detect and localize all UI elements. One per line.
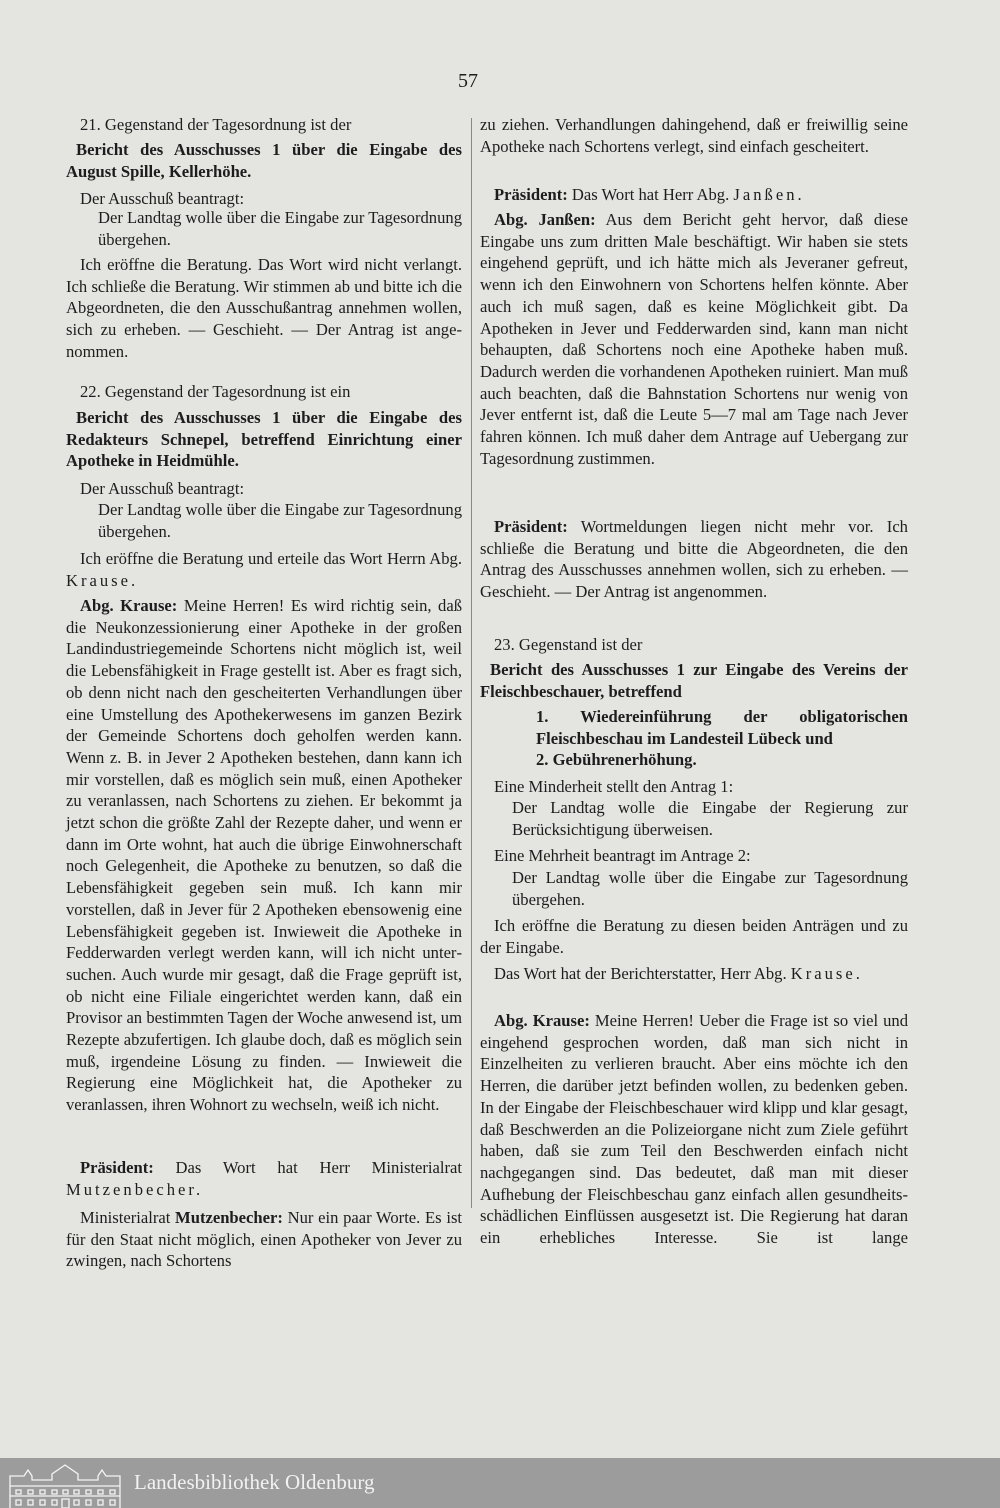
- paragraph-open-debate: Ich eröffne die Beratung zu diesen beiden Anträgen und zu der Eingabe.: [480, 916, 908, 957]
- speech-text: Nur ein paar Worte. Es ist für den Staat nicht möglich, einen Apotheker von Jever zu zwingen, nach Schortens: [66, 1208, 463, 1271]
- speaker-label: Präsident:: [80, 1158, 154, 1177]
- committee-motion-label: Der Ausschuß beantragt:: [80, 189, 245, 208]
- speaker-label: Präsident:: [494, 185, 568, 204]
- president-closing: [480, 516, 908, 603]
- majority-motion-label: Eine Mehrheit beantragt im Antrage 2:: [494, 846, 751, 865]
- report-title-23: Bericht des Ausschusses 1 zur Eingabe des Vereins der Fleischbeschauer, betreffend: [480, 660, 908, 701]
- list-item: 2. Gebührenerhöhung.: [536, 750, 697, 769]
- library-building-logo: [6, 1462, 124, 1508]
- paragraph-open-debate: [66, 548, 462, 591]
- minority-motion-label: Eine Minderheit stellt den Antrag 1:: [494, 777, 734, 796]
- speaker-name: Janßen.: [733, 185, 805, 204]
- page-number: 57: [458, 70, 478, 92]
- agenda-item-23: 23. Gegenstand ist der: [494, 635, 643, 654]
- speaker-label: Abg. Krause:: [80, 596, 178, 615]
- speech-krause-2: [480, 1010, 908, 1249]
- list-item: 1. Wiedereinführung der obligatorischen Fleischbeschau im Landesteil Lübeck und: [536, 707, 908, 748]
- speaker-label: Abg. Krause:: [494, 1011, 590, 1030]
- column-divider: [471, 118, 472, 1208]
- committee-motion: Der Landtag wolle über die Eingabe zur Tagesordnung übergehen.: [98, 208, 462, 249]
- speech-continuation: zu ziehen. Verhandlungen dahingehend, daß er freiwillig seine Apotheke nach Schortens verlegt, sind einfach gescheitert.: [480, 115, 908, 156]
- agenda-item-22: 22. Gegenstand der Tagesordnung ist ein: [80, 382, 351, 401]
- speech-krause: [66, 595, 462, 1116]
- speaker-title: Ministerialrat: [80, 1208, 171, 1227]
- speaker-name: Mutzenbecher.: [66, 1179, 204, 1199]
- agenda-item-21: 21. Gegenstand der Tagesordnung ist der: [80, 115, 352, 134]
- speech-text: Wortmeldungen liegen nicht mehr vor. Ich schließe die Beratung und bitte die Abgeordneten, die den Antrag des Ausschusses annehmen wollen, sich zu erheben. — Geschieht. — Der Antrag ist angenommen.: [480, 517, 908, 602]
- speech-mutzenbecher: [66, 1207, 462, 1272]
- president-remark: [480, 184, 908, 206]
- speech-text: Meine Herren! Ueber die Frage ist so viel und eingehend gesprochen worden, daß man sich nicht in Einzelheiten zu verlieren braucht. Aber eins möchte ich den Herren, die darüber jetzt befinden wollen, zu bedenken geben. In der Eingabe der Fleischbeschauer wird klipp und klar gesagt, daß Beschwerden an die Polizeiorgane nicht zum Ziele geführt haben, daß sie zum Teil den Beschwerden einfach nicht nachgegangen sind. Das bedeutet, daß man mit dieser Aufhebung der Fleischbeschau ganz einfach allen gesundheitsschädlichen Einflüssen ausgesetzt ist. Die Regierung hat daran ein erhebliches Interesse. Sie ist lange: [480, 1011, 909, 1248]
- committee-motion: Der Landtag wolle über die Eingabe zur Tagesordnung übergehen.: [98, 500, 462, 541]
- library-name: Landesbibliothek Oldenburg: [134, 1470, 375, 1494]
- speaker-label: Präsident:: [494, 517, 568, 536]
- speech-text: Meine Herren! Es wird richtig sein, daß die Neukonzessionierung einer Apotheke in der großen Landindustriegemeinde Schortens nicht möglich ist, weil die Lebensfähigkeit in Frage gestellt ist. Aber es fragt sich, ob denn nicht nach den gescheiterten Verhandlungen über eine Umstellung des Apothekerwesens im ganzen Bezirk der Gemeinde Schortens doch geholfen werden kann. Wenn z. B. in Jever 2 Apotheken bestehen, dann kann ich mir vorstellen, daß es möglich sein muß, einen Apotheker zu veranlassen, nach Schortens zu ziehen. Er bekommt ja jetzt schon die größte Zahl der Rezepte daher, und wenn er dann im Orte wohnt, hat auch die übrige Einwohnerschaft noch Gelegenheit, die Apotheke zu benutzen, so daß die Lebensfähigkeit gegeben sein muß. Ich kann mir vorstellen, daß in Jever für 2 Apotheken ebensowenig eine Lebensfähigkeit gegeben ist. Inwieweit die Apotheke in Fedderwarden verlegt werden kann, will ich nicht untersuchen. Auch wurde mir gesagt, daß die Frage geprüft ist, ob nicht eine Filiale eingerichtet werden kann, daß ein Provisor an bestimmten Tagen der Woche anwesend ist, um Rezepte abzufertigen. Ich glaube doch, daß es möglich sein muß, irgendeine Lösung zu finden. — Inwieweit die Regierung eine Möglichkeit hat, die Apotheker zu veranlassen, ihren Wohnort zu wechseln, weiß ich nicht.: [66, 596, 462, 1115]
- report-title-22: Bericht des Ausschusses 1 über die Eingabe des Redakteurs Schnepel, betreffend Einrichtung einer Apotheke in Heidmühle.: [66, 408, 462, 471]
- speaker-name: Krause.: [66, 570, 139, 590]
- text: Das Wort hat Herr Abg.: [571, 185, 730, 204]
- minority-motion: Der Landtag wolle die Eingabe der Regierung zur Berücksichtigung überweisen.: [512, 798, 908, 839]
- speaker-name: Krause.: [790, 964, 863, 983]
- speech-janssen: [480, 209, 908, 469]
- paragraph-rapporteur: [480, 963, 908, 985]
- text: Das Wort hat der Berichterstatter, Herr Abg.: [494, 964, 787, 983]
- text: Ich eröffne die Beratung und erteile das Wort Herrn Abg.: [80, 549, 462, 568]
- footer-bar: [0, 1458, 1000, 1508]
- speech-text: Aus dem Bericht geht hervor, daß diese Eingabe uns zum dritten Male beschäftigt. Wir haben sie stets eingehend geprüft, und ich hätte mich als Jeveraner gefreut, wenn ich den Einwohnern von Schortens helfen könnte. Aber auch ich muß sagen, daß es keine Möglichkeit gibt. Da Apotheken in Jever und Fedderwarden sind, kann man nicht behaupten, daß Schortens noch eine Apotheke haben muß. Dadurch werden die vorhandenen Apotheken ruiniert. Man muß auch beachten, daß die Bahnstation Schortens nur wenig von Jever entfernt ist, daß die Leute 5—7 mal am Tage nach Jever fahren können. Ich muß daher dem Antrage auf Uebergang zur Tagesordnung zustimmen.: [480, 210, 908, 468]
- majority-motion: Der Landtag wolle über die Eingabe zur Tagesordnung übergehen.: [512, 868, 908, 909]
- president-remark: [66, 1157, 462, 1200]
- speaker-label: Abg. Janßen:: [494, 210, 596, 229]
- text: Das Wort hat Herr Ministerialrat: [175, 1158, 462, 1177]
- report-title-21: Bericht des Ausschusses 1 über die Eingabe des August Spille, Kellerhöhe.: [66, 140, 462, 181]
- speaker-label: Mutzenbecher:: [175, 1208, 283, 1227]
- committee-motion-label: Der Ausschuß beantragt:: [80, 479, 245, 498]
- paragraph-vote-21: Ich eröffne die Beratung. Das Wort wird nicht verlangt. Ich schließe die Beratung. Wir stimmen ab und bitte ich die Abgeordneten, die den Ausschußantrag annehmen wollen, sich zu erheben. — Geschieht. — Der Antrag ist angenommen.: [66, 255, 462, 361]
